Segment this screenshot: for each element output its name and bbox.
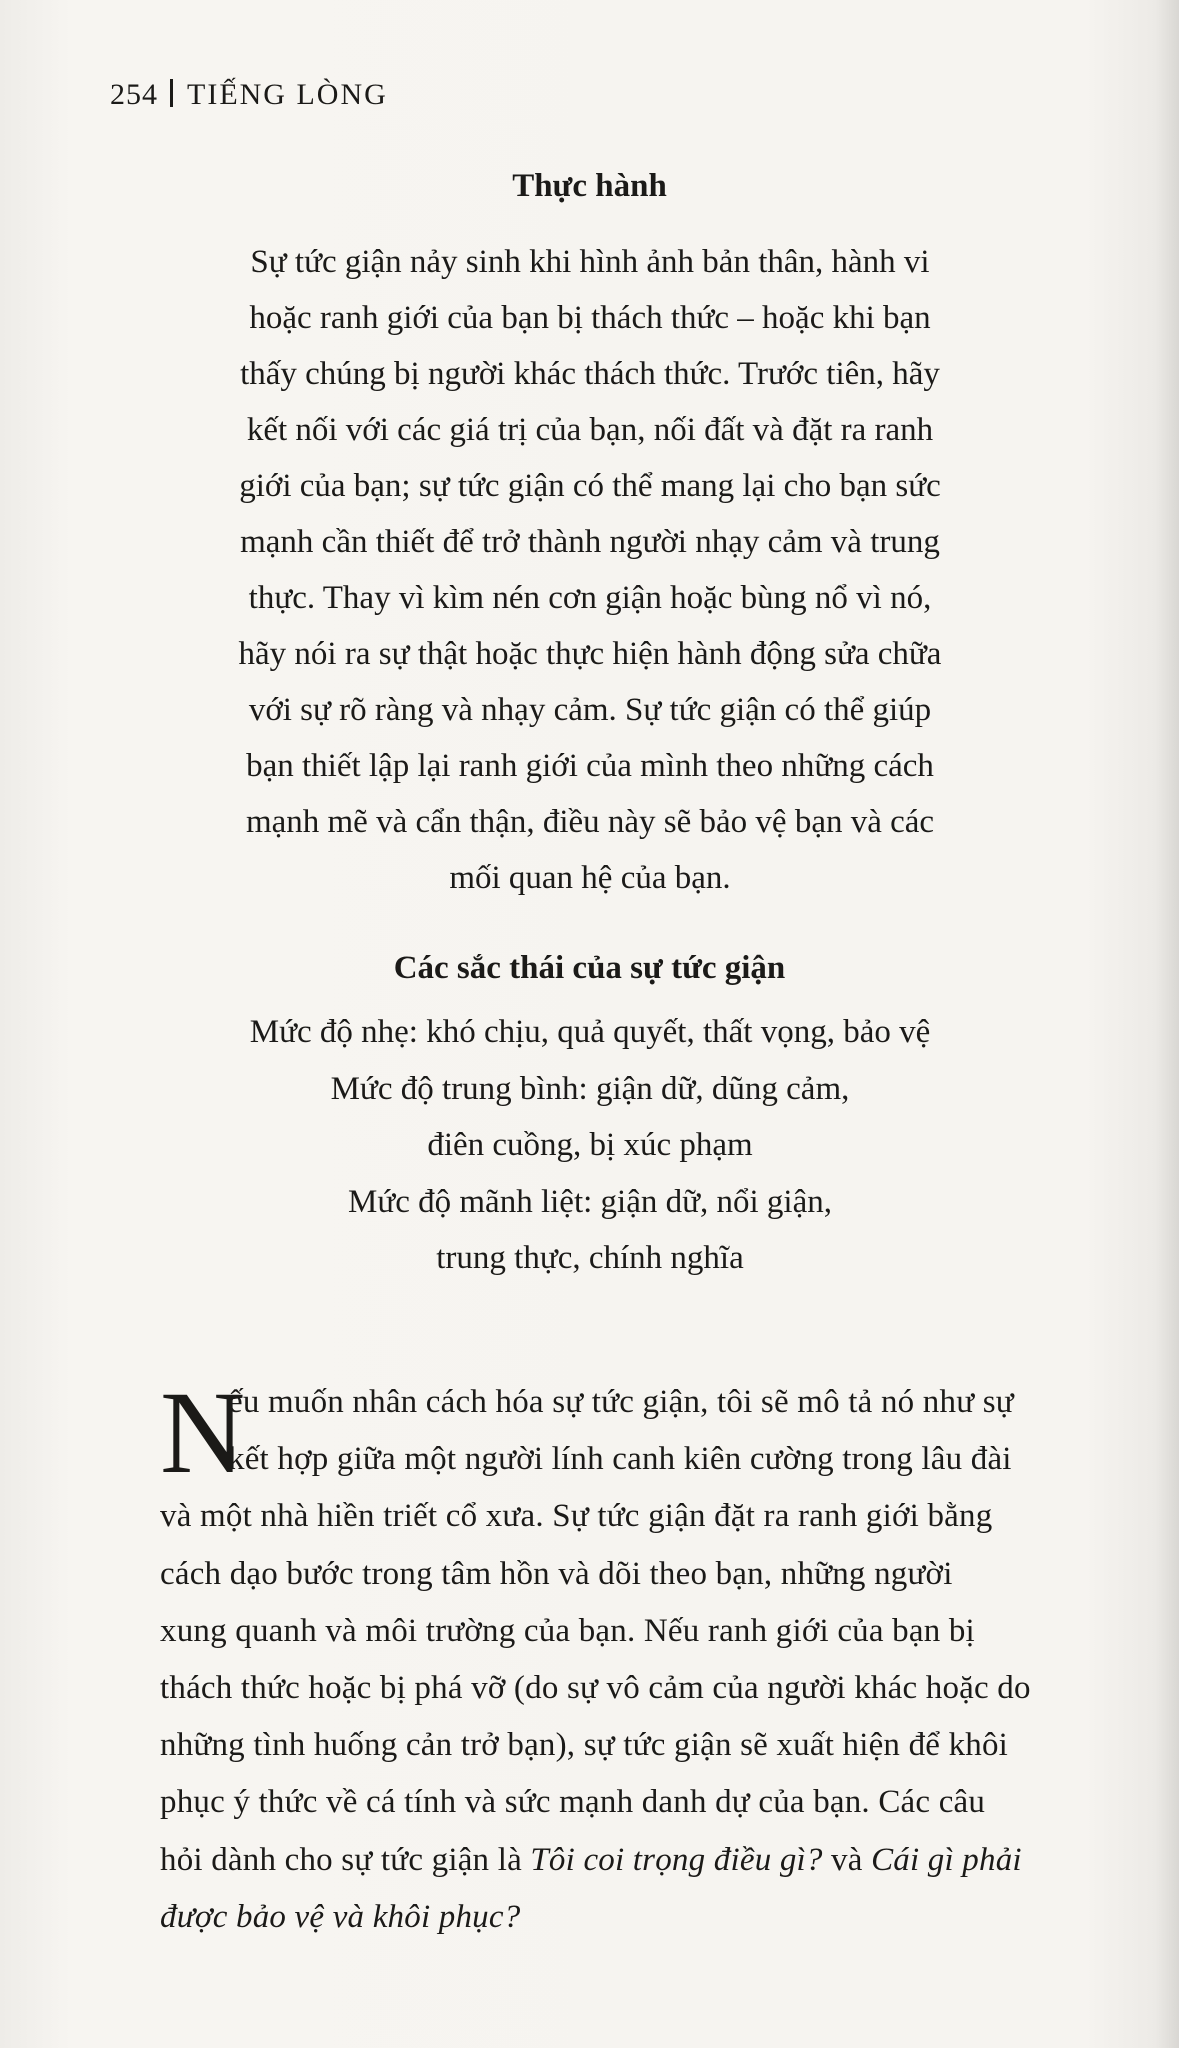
nuance-line: điên cuồng, bị xúc phạm	[427, 1127, 753, 1163]
running-head	[110, 78, 388, 112]
practice-line: thấy chúng bị người khác thách thức. Trước tiên, hãy	[240, 356, 940, 392]
paragraph-line: ếu muốn nhân cách hóa sự tức giận, tôi sẽ mô tả nó như sự	[228, 1384, 1014, 1420]
line-text: và	[822, 1841, 872, 1878]
practice-line: mối quan hệ của bạn.	[449, 860, 731, 896]
paragraph-line: cách dạo bước trong tâm hồn và dõi theo bạn, những người	[160, 1555, 953, 1592]
practice-line: thực. Thay vì kìm nén cơn giận hoặc bùng nổ vì nó,	[248, 580, 932, 616]
nuances-list	[140, 1004, 1040, 1287]
practice-line: giới của bạn; sự tức giận có thể mang lại cho bạn sức	[239, 468, 941, 504]
line-text: hỏi dành cho sự tức giận là	[160, 1841, 531, 1878]
nuance-line: Mức độ mãnh liệt: giận dữ, nổi giận,	[348, 1183, 832, 1220]
paragraph-line: những tình huống cản trở bạn), sự tức giận sẽ xuất hiện để khôi	[160, 1727, 1009, 1764]
nuances-heading: Các sắc thái của sự tức giận	[393, 950, 786, 986]
page-number: 254	[110, 78, 158, 111]
practice-line: kết nối với các giá trị của bạn, nối đất và đặt ra ranh	[246, 412, 934, 448]
paragraph-line: phục ý thức về cá tính và sức mạnh danh dự của bạn. Các câu	[160, 1784, 986, 1821]
book-title: TIẾNG LÒNG	[187, 78, 388, 111]
paragraph-line: và một nhà hiền triết cổ xưa. Sự tức giận đặt ra ranh giới bằng	[160, 1498, 993, 1535]
practice-line: bạn thiết lập lại ranh giới của mình theo những cách	[246, 748, 934, 784]
practice-heading: Thực hành	[512, 168, 667, 204]
nuance-line: trung thực, chính nghĩa	[436, 1240, 744, 1276]
practice-line: mạnh cần thiết để trở thành người nhạy cảm và trung	[240, 524, 940, 560]
paragraph-line: kết hợp giữa một người lính canh kiên cường trong lâu đài	[228, 1441, 1012, 1478]
page-edge-shadow	[1155, 0, 1179, 2048]
practice-line: mạnh mẽ và cẩn thận, điều này sẽ bảo vệ bạn và các	[245, 804, 935, 840]
drop-cap-letter: N	[160, 1367, 246, 1498]
italic-question: Tôi coi trọng điều gì?	[530, 1841, 823, 1878]
nuance-line: Mức độ nhẹ: khó chịu, quả quyết, thất vọng, bảo vệ	[249, 1014, 931, 1050]
practice-line: với sự rõ ràng và nhạy cảm. Sự tức giận có thể giúp	[248, 692, 932, 728]
practice-line: hãy nói ra sự thật hoặc thực hiện hành động sửa chữa	[238, 636, 942, 672]
practice-line: hoặc ranh giới của bạn bị thách thức – hoặc khi bạn	[249, 300, 931, 336]
header-separator	[170, 79, 173, 107]
italic-question: Cái gì phải	[871, 1841, 1022, 1878]
paragraph-line: thách thức hoặc bị phá vỡ (do sự vô cảm của người khác hoặc do	[160, 1669, 1031, 1706]
paragraph-line: xung quanh và môi trường của bạn. Nếu ranh giới của bạn bị	[160, 1612, 975, 1649]
practice-text	[140, 234, 1040, 906]
nuance-line: Mức độ trung bình: giận dữ, dũng cảm,	[330, 1070, 850, 1107]
paragraph-line	[160, 1832, 1060, 1889]
practice-line: Sự tức giận nảy sinh khi hình ảnh bản thân, hành vi	[250, 244, 930, 280]
body-paragraph	[160, 1367, 1060, 1946]
paragraph-line: được bảo vệ và khôi phục?	[160, 1898, 521, 1935]
